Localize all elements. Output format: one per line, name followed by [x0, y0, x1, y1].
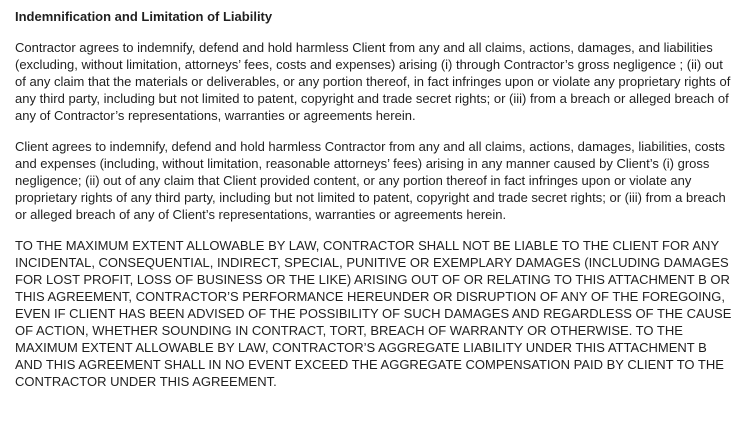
- indemnification-client-paragraph: Client agrees to indemnify, defend and hold harmless Contractor from any and all claims, actions, damages, liabilities, costs and expenses (including, without limitation, reasonable attorneys’ fees) arising in any manner caused by Client’s (i) gross negligence; (ii) out of any claim that Client provided content, or any portion thereof in fact infringes upon or violate any proprietary rights of any third party, including but not limited to patent, copyright and trade secret rights; or (iii) from a breach or alleged breach of any of Client’s representations, warranties or agreements herein.: [15, 139, 726, 222]
- indemnification-contractor-paragraph: Contractor agrees to indemnify, defend and hold harmless Client from any and all claims, actions, damages, and liabilities (excluding, without limitation, attorneys’ fees, costs and expenses) arising (i) through Contractor’s gross negligence ; (ii) out of any claim that the materials or deliverables, or any portion thereof, in fact infringes upon or violate any proprietary rights of any third party, including but not limited to patent, copyright and trade secret rights; or (iii) from a breach or alleged breach of any of Contractor’s representations, warranties or agreements herein.: [15, 40, 731, 123]
- limitation-of-liability-paragraph: TO THE MAXIMUM EXTENT ALLOWABLE BY LAW, CONTRACTOR SHALL NOT BE LIABLE TO THE CLIENT FOR ANY INCIDENTAL, CONSEQUENTIAL, INDIRECT, SPECIAL, PUNITIVE OR EXEMPLARY DAMAGES (INCLUDING DAMAGES FOR LOST PROFIT, LOSS OF BUSINESS OR THE LIKE) ARISING OUT OF OR RELATING TO THIS ATTACHMENT B OR THIS AGREEMENT, CONTRACTOR’S PERFORMANCE HEREUNDER OR DISRUPTION OF ANY OF THE FOREGOING, EVEN IF CLIENT HAS BEEN ADVISED OF THE POSSIBILITY OF SUCH DAMAGES AND REGARDLESS OF THE CAUSE OF ACTION, WHETHER SOUNDING IN CONTRACT, TORT, BREACH OF WARRANTY OR OTHERWISE. TO THE MAXIMUM EXTENT ALLOWABLE BY LAW, CONTRACTOR’S AGGREGATE LIABILITY UNDER THIS ATTACHMENT B AND THIS AGREEMENT SHALL IN NO EVENT EXCEED THE AGGREGATE COMPENSATION PAID BY CLIENT TO THE CONTRACTOR UNDER THIS AGREEMENT.: [15, 238, 732, 389]
- document-body: [15, 8, 737, 390]
- section-title: Indemnification and Limitation of Liability: [15, 9, 273, 24]
